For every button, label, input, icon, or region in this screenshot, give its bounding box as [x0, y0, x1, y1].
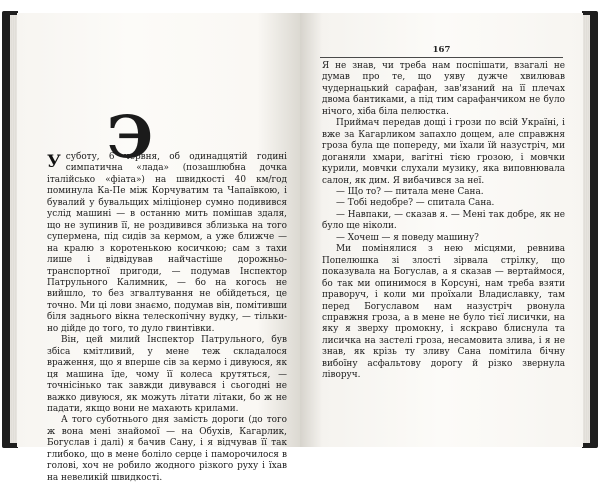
left-paragraph-2: Він, цей милий Інспектор Патрульного, був збіса кмітливий, у мене теж складалося враження, що я вперше сів за кермо і дивуюся, як ця машина їде, чому її колеса крутяться, — точнісінько так завжди дивувався і сьогодні не важко дивуюся, як можуть літати літаки, бо ж не падати, якщо вони не махають крилами.	[47, 335, 287, 414]
right-paragraph-6: — Хочеш — я поведу машину?	[336, 232, 479, 243]
right-paragraph-7: Ми помінялися з нею місцями, ревнива Попелюшка зі злості зірвала стрілку, що показувала на Богуслав, а я сказав — вертаймося, бо так ми опинимося в Корсуні, нам треба взяти праворуч, і коли ми проїхали Владиславку, там перед Богуславом нам назустріч рвонула справжня гроза, а в мене не було тієї лисички, на яку я зверху промокну, і яскраво блиснула та лисичка на застелі гроза, неcамовита злива, і я не знав, як крізь ту зливу Сана помітила бічну вибоїну асфальтову дорогу й різко звернула ліворуч.	[322, 244, 565, 381]
right-paragraph-1: Я не знав, чи треба нам поспішати, взагалі не думав про те, що уяву дужче хвилював чудернацький сарафан, зав'язаний на її плечах двома бантиками, а під тим сарафанчиком не було нічого, хіба біла пелюстка.	[322, 61, 565, 117]
left-page	[17, 13, 300, 483]
page-number: 167	[432, 45, 451, 55]
right-paragraph-3: — Що то? — питала мене Сана.	[336, 186, 484, 197]
page-edges-right	[582, 15, 590, 443]
right-paragraph-5: — Навпаки, — сказав я. — Мені так добре, як не було ще ніколи.	[322, 209, 565, 232]
right-page	[300, 13, 583, 447]
left-paragraph-3: А того суботнього дня замість дороги (до того ж вона мені знайомої — на Обухів, Кагарлик, Богуслав і далі) я бачив Сану, і я відчував її так глибоко, що в мене боліло серце і паморочилося в голові, хоч не робило жодного різкого руху і їхав на невеликій швидкості.	[47, 415, 287, 483]
running-head	[320, 45, 563, 58]
left-paragraph-1: Усуботу, 6 червня, об одинадцятій годині симпатична «лада» (позашлюбна дочка італійсько «фіата») на швидкості 40 км/год поминула Ка-Пе між Корчуватим та Чапаївкою, і бувалий у бувальщих міліціонер сумно подивився услід машині — в останню мить помішав здаля, що не зупинив її, не роздивився зблизька на того супермена, під сидів за кермом, а уже ближче — на кралю з коротенькою косичкою; сам з тахи лише і відвідував найчастіше дорожньо-транспортної пригоди, — подумав Інспектор Патрульного Калимник, — бо на когось не вийшло, то без згвалтування не обійдеться, це точно. Ми ці лови знаємо, подумав він, помітивши біля заднього вікна телескопічну вудку, — тільки-но дійде до того, то дуло гвинтівки.	[47, 152, 287, 334]
left-page-text	[47, 152, 287, 484]
right-page-text	[322, 61, 565, 382]
drop-cap: У	[47, 152, 61, 172]
chapter-ornament-letter: Э	[107, 103, 154, 171]
right-paragraph-2: Приймач передав дощі і грози по всій Україні, і вже за Кагарликом запахло дощем, але справжня гроза була ще попереду, ми їхали їй назустріч, ми доганяли хмари, вагітні тією грозою, і мовчки курили, мовчки слухали музику, яка виповнювала салон, як дим. Я вибачився за неї.	[322, 118, 565, 186]
right-paragraph-4: — Тобі недобре? — спитала Сана.	[336, 198, 495, 209]
